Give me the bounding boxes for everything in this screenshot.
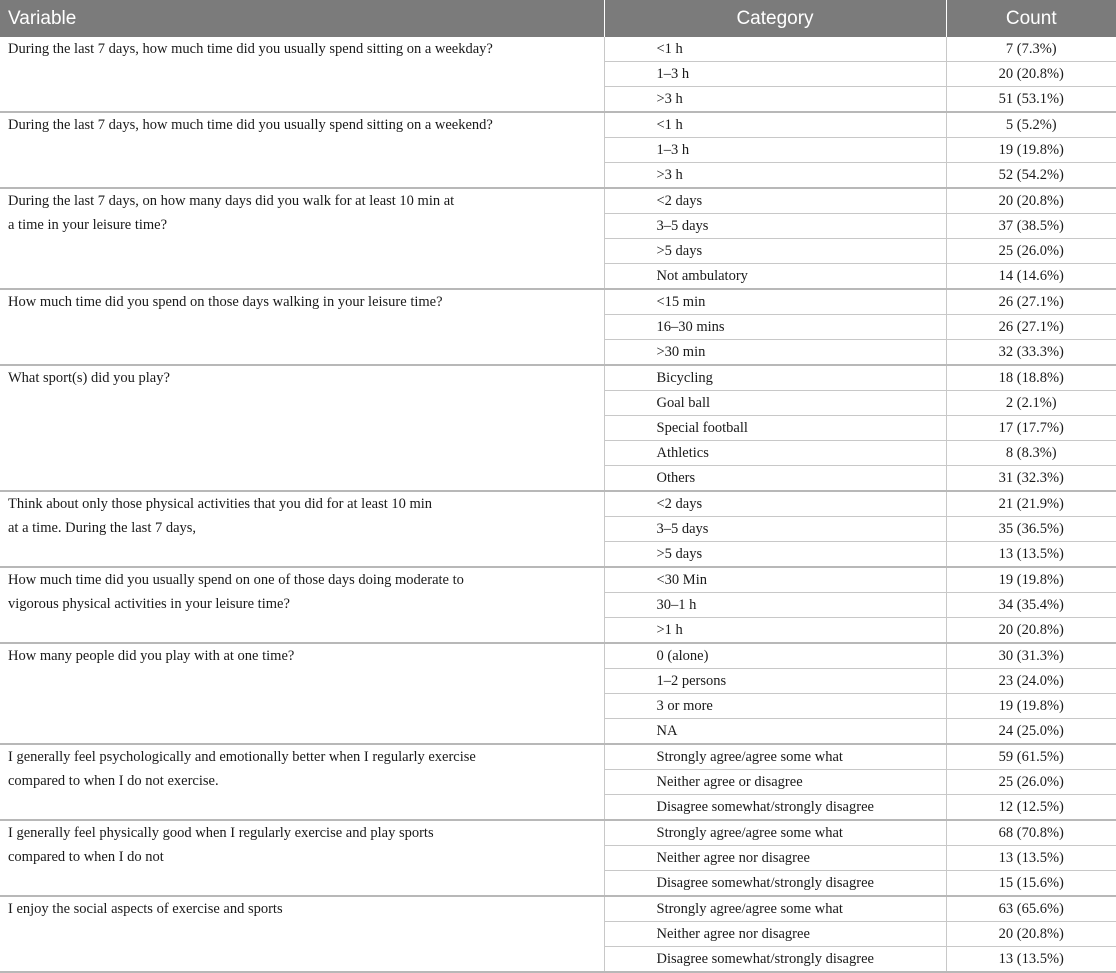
variable-cell (0, 112, 604, 188)
count-cell: 20 (20.8%) (946, 922, 1116, 947)
variable-text: During the last 7 days, how much time did you usually spend sitting on a weekday? (8, 41, 493, 57)
variable-cell (0, 188, 604, 289)
category-cell: Strongly agree/agree some what (604, 896, 946, 922)
table-row (0, 567, 1116, 593)
variable-text: a time in your leisure time? (8, 217, 168, 233)
table-row (0, 37, 1116, 62)
count-cell: 25 (26.0%) (946, 239, 1116, 264)
category-cell: 3–5 days (604, 214, 946, 239)
variable-text: During the last 7 days, on how many days did you walk for at least 10 min at (8, 193, 455, 209)
count-cell: 8 (8.3%) (946, 441, 1116, 466)
count-cell: 52 (54.2%) (946, 163, 1116, 189)
table-body (0, 37, 1116, 972)
variable-cell (0, 643, 604, 744)
variable-text: compared to when I do not (8, 849, 164, 865)
variable-text: How many people did you play with at one time? (8, 648, 295, 664)
count-cell: 23 (24.0%) (946, 669, 1116, 694)
category-cell: Disagree somewhat/strongly disagree (604, 795, 946, 821)
table-row (0, 744, 1116, 770)
count-cell: 68 (70.8%) (946, 820, 1116, 846)
variable-text: How much time did you usually spend on one of those days doing moderate to (8, 572, 464, 588)
category-cell: 3–5 days (604, 517, 946, 542)
variable-cell (0, 567, 604, 643)
variable-cell (0, 289, 604, 365)
category-cell: 1–2 persons (604, 669, 946, 694)
count-cell: 20 (20.8%) (946, 618, 1116, 644)
count-cell: 20 (20.8%) (946, 62, 1116, 87)
variable-text: vigorous physical activities in your leisure time? (8, 596, 290, 612)
category-cell: Goal ball (604, 391, 946, 416)
table-row (0, 289, 1116, 315)
category-cell: >5 days (604, 542, 946, 568)
count-cell: 20 (20.8%) (946, 188, 1116, 214)
variable-cell (0, 491, 604, 567)
table-row (0, 896, 1116, 922)
category-cell: 16–30 mins (604, 315, 946, 340)
variable-text: I enjoy the social aspects of exercise and sports (8, 901, 283, 917)
count-cell: 35 (36.5%) (946, 517, 1116, 542)
category-cell: >30 min (604, 340, 946, 366)
category-cell: 3 or more (604, 694, 946, 719)
count-cell: 19 (19.8%) (946, 138, 1116, 163)
count-cell: 12 (12.5%) (946, 795, 1116, 821)
table-row (0, 491, 1116, 517)
category-cell: Others (604, 466, 946, 492)
variable-text: Think about only those physical activities that you did for at least 10 min (8, 496, 433, 512)
category-cell: Not ambulatory (604, 264, 946, 290)
count-cell: 13 (13.5%) (946, 947, 1116, 973)
category-cell: >1 h (604, 618, 946, 644)
count-cell: 13 (13.5%) (946, 846, 1116, 871)
category-cell: <15 min (604, 289, 946, 315)
category-cell: Bicycling (604, 365, 946, 391)
count-cell: 26 (27.1%) (946, 315, 1116, 340)
category-cell: Strongly agree/agree some what (604, 744, 946, 770)
category-cell: Neither agree or disagree (604, 770, 946, 795)
category-cell: >3 h (604, 87, 946, 113)
category-cell: >5 days (604, 239, 946, 264)
category-cell: 1–3 h (604, 138, 946, 163)
count-cell: 63 (65.6%) (946, 896, 1116, 922)
category-cell: Strongly agree/agree some what (604, 820, 946, 846)
count-cell: 31 (32.3%) (946, 466, 1116, 492)
category-cell: 0 (alone) (604, 643, 946, 669)
category-cell: Neither agree nor disagree (604, 846, 946, 871)
category-cell: <1 h (604, 112, 946, 138)
category-cell: Athletics (604, 441, 946, 466)
count-cell: 26 (27.1%) (946, 289, 1116, 315)
category-cell: <2 days (604, 491, 946, 517)
count-cell: 21 (21.9%) (946, 491, 1116, 517)
variable-text: I generally feel physically good when I regularly exercise and play sports (8, 825, 434, 841)
category-cell: Neither agree nor disagree (604, 922, 946, 947)
count-cell: 24 (25.0%) (946, 719, 1116, 745)
variable-cell (0, 365, 604, 491)
count-cell: 19 (19.8%) (946, 694, 1116, 719)
category-cell: Disagree somewhat/strongly disagree (604, 947, 946, 973)
category-cell: Special football (604, 416, 946, 441)
count-cell: 30 (31.3%) (946, 643, 1116, 669)
count-cell: 15 (15.6%) (946, 871, 1116, 897)
count-cell: 5 (5.2%) (946, 112, 1116, 138)
header-category: Category (604, 0, 946, 37)
table-row (0, 820, 1116, 846)
table-row (0, 188, 1116, 214)
count-cell: 32 (33.3%) (946, 340, 1116, 366)
count-cell: 34 (35.4%) (946, 593, 1116, 618)
header-count: Count (946, 0, 1116, 37)
category-cell: >3 h (604, 163, 946, 189)
category-cell: <2 days (604, 188, 946, 214)
variable-text: What sport(s) did you play? (8, 370, 170, 386)
variable-text: During the last 7 days, how much time did you usually spend sitting on a weekend? (8, 117, 493, 133)
count-cell: 13 (13.5%) (946, 542, 1116, 568)
variable-cell (0, 37, 604, 112)
count-cell: 14 (14.6%) (946, 264, 1116, 290)
count-cell: 17 (17.7%) (946, 416, 1116, 441)
count-cell: 25 (26.0%) (946, 770, 1116, 795)
category-cell: 30–1 h (604, 593, 946, 618)
header-row (0, 0, 1116, 37)
variable-cell (0, 896, 604, 972)
category-cell: <1 h (604, 37, 946, 62)
category-cell: <30 Min (604, 567, 946, 593)
table-row (0, 112, 1116, 138)
count-cell: 2 (2.1%) (946, 391, 1116, 416)
category-cell: 1–3 h (604, 62, 946, 87)
variable-cell (0, 820, 604, 896)
table-row (0, 643, 1116, 669)
header-variable: Variable (0, 0, 604, 37)
variable-text: compared to when I do not exercise. (8, 773, 219, 789)
variable-text: How much time did you spend on those days walking in your leisure time? (8, 294, 443, 310)
count-cell: 59 (61.5%) (946, 744, 1116, 770)
count-cell: 37 (38.5%) (946, 214, 1116, 239)
category-cell: NA (604, 719, 946, 745)
table-row (0, 365, 1116, 391)
count-cell: 18 (18.8%) (946, 365, 1116, 391)
table-header (0, 0, 1116, 37)
category-cell: Disagree somewhat/strongly disagree (604, 871, 946, 897)
variable-cell (0, 744, 604, 820)
count-cell: 19 (19.8%) (946, 567, 1116, 593)
count-cell: 51 (53.1%) (946, 87, 1116, 113)
count-cell: 7 (7.3%) (946, 37, 1116, 62)
variable-text: at a time. During the last 7 days, (8, 520, 197, 536)
variable-text: I generally feel psychologically and emotionally better when I regularly exercise (8, 749, 476, 765)
